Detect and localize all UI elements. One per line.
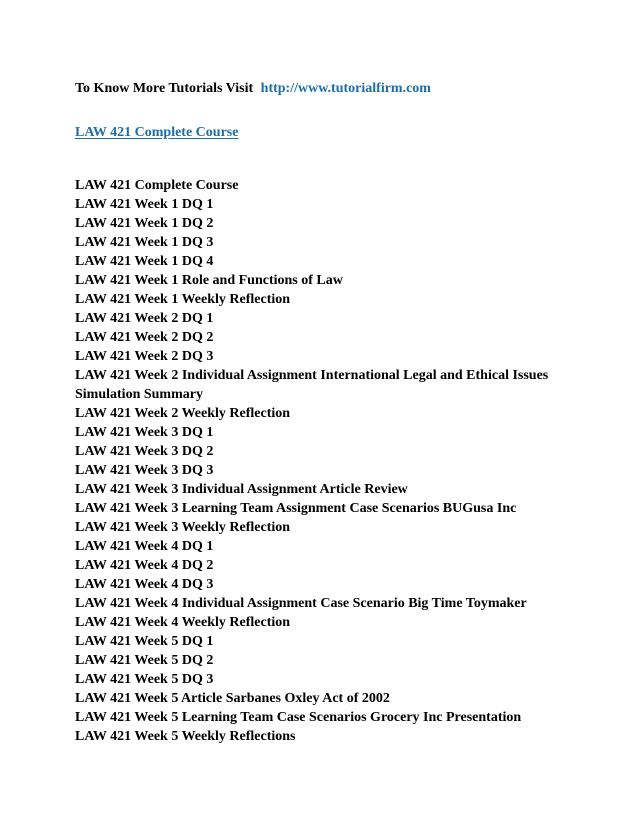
course-list-item: LAW 421 Week 5 DQ 1 <box>75 634 214 649</box>
tutorials-visit-line <box>75 81 431 97</box>
course-list-item: LAW 421 Week 3 DQ 2 <box>75 444 214 459</box>
course-list-item: LAW 421 Week 4 DQ 2 <box>75 558 214 573</box>
course-list-item: LAW 421 Week 4 Individual Assignment Case Scenario Big Time Toymaker <box>75 596 527 611</box>
course-list-item: LAW 421 Week 5 Weekly Reflections <box>75 729 296 744</box>
course-list-item: LAW 421 Week 2 DQ 3 <box>75 349 214 364</box>
course-list-item: LAW 421 Week 2 Individual Assignment International Legal and Ethical Issues Simulation Summary <box>75 368 549 402</box>
course-list-item: LAW 421 Week 3 DQ 1 <box>75 425 214 440</box>
course-list-item: LAW 421 Week 4 Weekly Reflection <box>75 615 291 630</box>
course-list-item: LAW 421 Week 3 Individual Assignment Article Review <box>75 482 408 497</box>
visit-text: To Know More Tutorials Visit <box>75 81 254 96</box>
tutorialfirm-url-link[interactable]: http://www.tutorialfirm.com <box>260 81 431 96</box>
course-list-item: LAW 421 Week 4 DQ 3 <box>75 577 214 592</box>
course-list-item: LAW 421 Week 3 Weekly Reflection <box>75 520 291 535</box>
course-list-item: LAW 421 Week 5 DQ 2 <box>75 653 214 668</box>
course-list-item: LAW 421 Week 5 Article Sarbanes Oxley Act of 2002 <box>75 691 390 706</box>
course-list-item: LAW 421 Week 2 DQ 2 <box>75 330 214 345</box>
complete-course-link[interactable]: LAW 421 Complete Course <box>75 125 239 140</box>
course-list-item: LAW 421 Week 1 Role and Functions of Law <box>75 273 343 288</box>
course-list-item: LAW 421 Week 1 DQ 3 <box>75 235 214 250</box>
course-list-item: LAW 421 Week 1 Weekly Reflection <box>75 292 291 307</box>
course-list-item: LAW 421 Week 5 DQ 3 <box>75 672 214 687</box>
course-list-item: LAW 421 Week 2 DQ 1 <box>75 311 214 326</box>
course-list-item: LAW 421 Week 1 DQ 2 <box>75 216 214 231</box>
course-list-item: LAW 421 Week 4 DQ 1 <box>75 539 214 554</box>
course-list-item: LAW 421 Week 2 Weekly Reflection <box>75 406 291 421</box>
course-item-list <box>75 176 575 746</box>
course-list-item: LAW 421 Week 3 Learning Team Assignment Case Scenarios BUGusa Inc <box>75 501 517 516</box>
course-list-item: LAW 421 Week 3 DQ 3 <box>75 463 214 478</box>
course-list-item: LAW 421 Week 1 DQ 1 <box>75 197 214 212</box>
course-list-item: LAW 421 Week 1 DQ 4 <box>75 254 214 269</box>
course-list-item: LAW 421 Week 5 Learning Team Case Scenarios Grocery Inc Presentation <box>75 710 522 725</box>
course-list-item: LAW 421 Complete Course <box>75 178 239 193</box>
